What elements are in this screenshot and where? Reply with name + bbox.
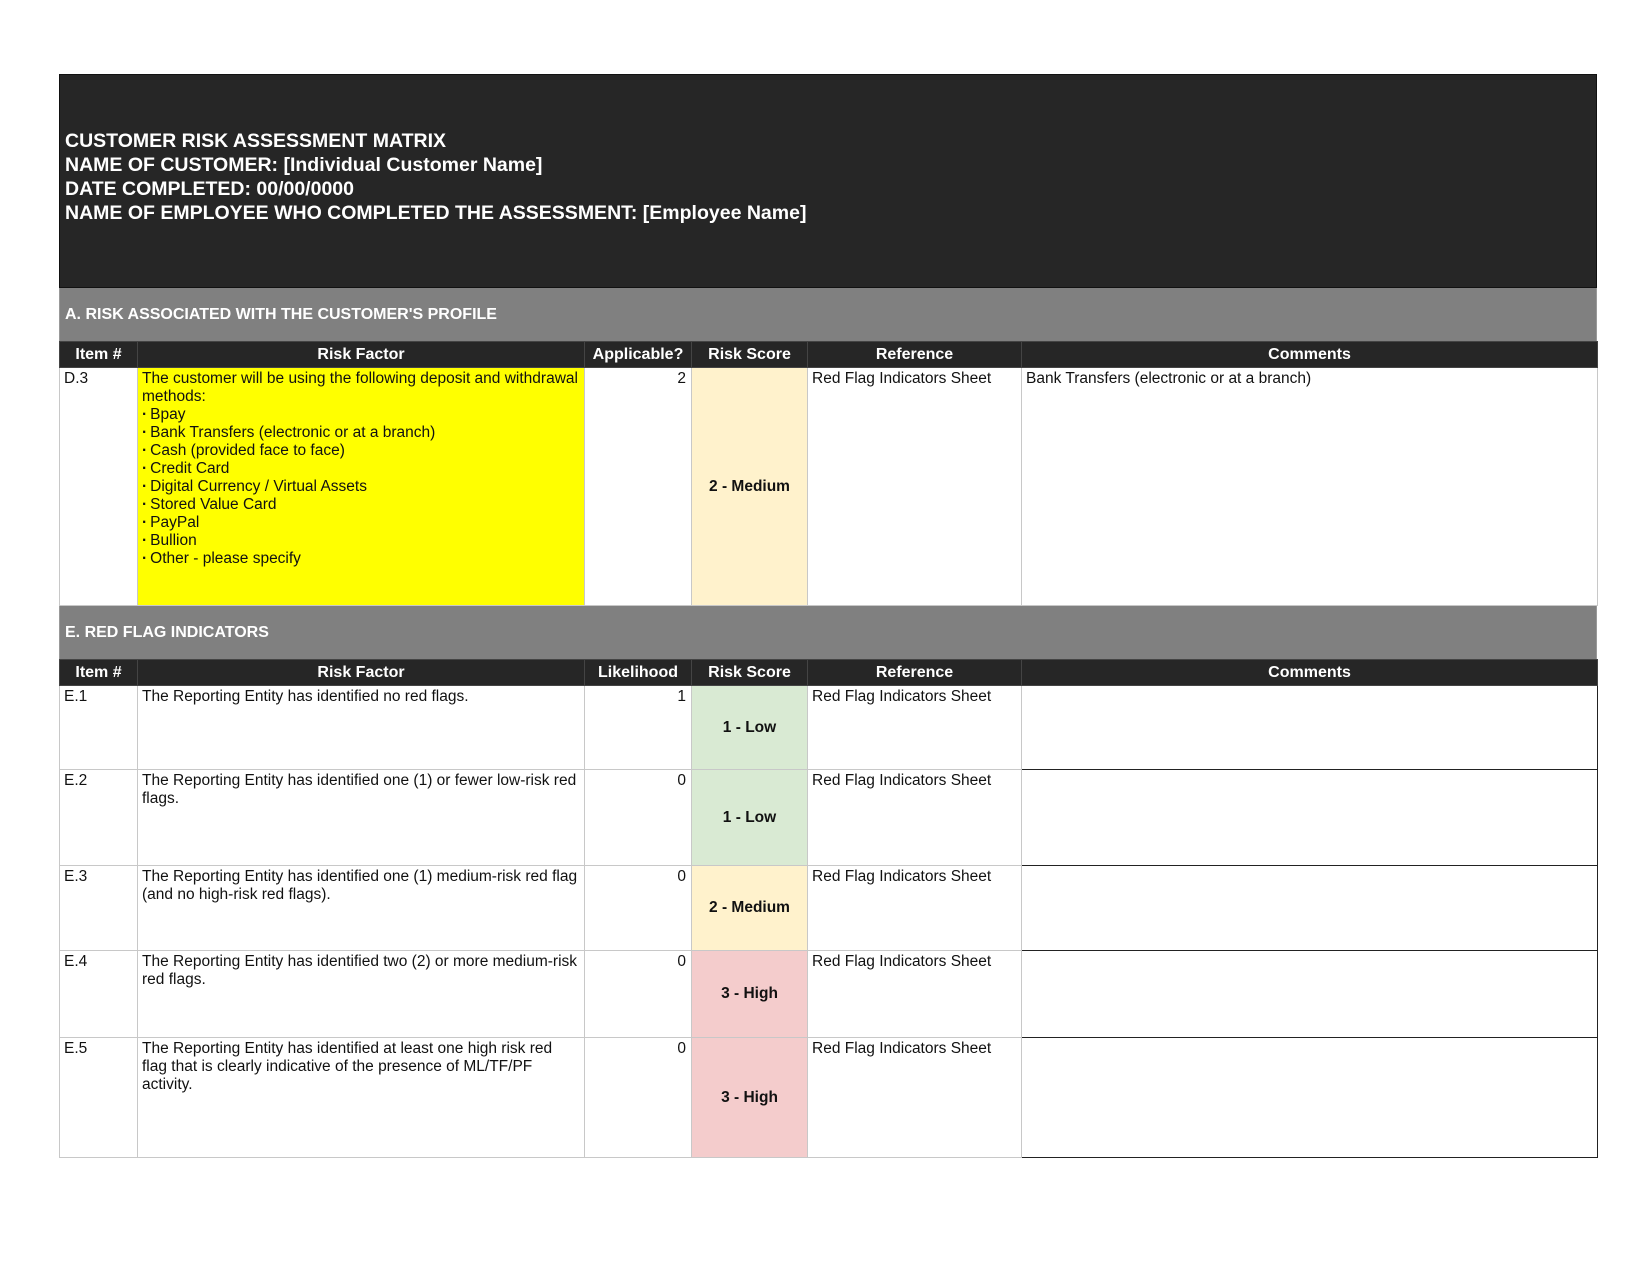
table-row xyxy=(60,1038,1598,1158)
likelihood-value[interactable]: 1 xyxy=(585,686,692,770)
column-header-risk-score: Risk Score xyxy=(692,342,808,368)
method-item: · Other - please specify xyxy=(142,550,580,568)
item-number: E.5 xyxy=(60,1038,138,1158)
method-item: · Credit Card xyxy=(142,460,580,478)
risk-score-badge: 1 - Low xyxy=(692,770,808,866)
item-number: E.2 xyxy=(60,770,138,866)
method-item: · Digital Currency / Virtual Assets xyxy=(142,478,580,496)
comments-cell[interactable] xyxy=(1022,951,1598,1038)
method-item: · Bank Transfers (electronic or at a branch) xyxy=(142,424,580,442)
comments-cell[interactable] xyxy=(1022,866,1598,951)
item-number: D.3 xyxy=(60,368,138,606)
table-row xyxy=(60,368,1598,606)
reference-cell: Red Flag Indicators Sheet xyxy=(808,951,1022,1038)
risk-factor-intro: The customer will be using the following deposit and withdrawal methods: xyxy=(142,370,578,405)
column-header-comments: Comments xyxy=(1022,342,1598,368)
comments-cell[interactable] xyxy=(1022,770,1598,866)
table-row xyxy=(60,686,1598,770)
reference-cell: Red Flag Indicators Sheet xyxy=(808,866,1022,951)
section-e-header: E. RED FLAG INDICATORS xyxy=(59,606,1597,659)
customer-name-line: NAME OF CUSTOMER: [Individual Customer Name] xyxy=(65,154,543,176)
document-title: CUSTOMER RISK ASSESSMENT MATRIX xyxy=(65,130,447,152)
table-row xyxy=(60,866,1598,951)
section-e-table xyxy=(59,659,1598,1158)
method-item: · Bpay xyxy=(142,406,580,424)
comments-cell[interactable] xyxy=(1022,1038,1598,1158)
method-item: · Cash (provided face to face) xyxy=(142,442,580,460)
likelihood-value[interactable]: 0 xyxy=(585,866,692,951)
comments-cell[interactable]: Bank Transfers (electronic or at a branch) xyxy=(1022,368,1598,606)
risk-factor-cell: The Reporting Entity has identified one (1) or fewer low-risk red flags. xyxy=(138,770,585,866)
employee-name-line: NAME OF EMPLOYEE WHO COMPLETED THE ASSESSMENT: [Employee Name] xyxy=(65,202,807,224)
risk-factor-cell: The Reporting Entity has identified no red flags. xyxy=(138,686,585,770)
column-header-risk-factor: Risk Factor xyxy=(138,342,585,368)
column-header-risk-score: Risk Score xyxy=(692,660,808,686)
item-number: E.1 xyxy=(60,686,138,770)
comments-cell[interactable] xyxy=(1022,686,1598,770)
title-block xyxy=(59,74,1597,288)
column-header-applicable: Applicable? xyxy=(585,342,692,368)
method-item: · Stored Value Card xyxy=(142,496,580,514)
risk-factor-cell[interactable] xyxy=(138,368,585,606)
risk-factor-cell: The Reporting Entity has identified two (2) or more medium-risk red flags. xyxy=(138,951,585,1038)
reference-cell: Red Flag Indicators Sheet xyxy=(808,686,1022,770)
date-completed-line: DATE COMPLETED: 00/00/0000 xyxy=(65,178,354,200)
section-a-table xyxy=(59,341,1598,606)
applicable-value[interactable]: 2 xyxy=(585,368,692,606)
risk-score-badge: 1 - Low xyxy=(692,686,808,770)
table-row xyxy=(60,770,1598,866)
method-item: · Bullion xyxy=(142,532,580,550)
method-item: · PayPal xyxy=(142,514,580,532)
risk-factor-cell: The Reporting Entity has identified at least one high risk red flag that is clearly indicative of the presence of ML/TF/PF activity. xyxy=(138,1038,585,1158)
risk-assessment-sheet xyxy=(59,74,1597,1158)
likelihood-value[interactable]: 0 xyxy=(585,1038,692,1158)
reference-cell: Red Flag Indicators Sheet xyxy=(808,368,1022,606)
item-number: E.3 xyxy=(60,866,138,951)
column-header-reference: Reference xyxy=(808,342,1022,368)
column-header-likelihood: Likelihood xyxy=(585,660,692,686)
item-number: E.4 xyxy=(60,951,138,1038)
column-header-item: Item # xyxy=(60,660,138,686)
risk-score-badge: 2 - Medium xyxy=(692,368,808,606)
reference-cell: Red Flag Indicators Sheet xyxy=(808,1038,1022,1158)
table-row xyxy=(60,951,1598,1038)
section-a-header: A. RISK ASSOCIATED WITH THE CUSTOMER'S PROFILE xyxy=(59,288,1597,341)
likelihood-value[interactable]: 0 xyxy=(585,770,692,866)
column-header-comments: Comments xyxy=(1022,660,1598,686)
likelihood-value[interactable]: 0 xyxy=(585,951,692,1038)
column-header-risk-factor: Risk Factor xyxy=(138,660,585,686)
column-header-reference: Reference xyxy=(808,660,1022,686)
column-header-item: Item # xyxy=(60,342,138,368)
risk-score-badge: 3 - High xyxy=(692,1038,808,1158)
reference-cell: Red Flag Indicators Sheet xyxy=(808,770,1022,866)
risk-factor-cell: The Reporting Entity has identified one (1) medium-risk red flag (and no high-risk red flags). xyxy=(138,866,585,951)
risk-score-badge: 3 - High xyxy=(692,951,808,1038)
risk-score-badge: 2 - Medium xyxy=(692,866,808,951)
